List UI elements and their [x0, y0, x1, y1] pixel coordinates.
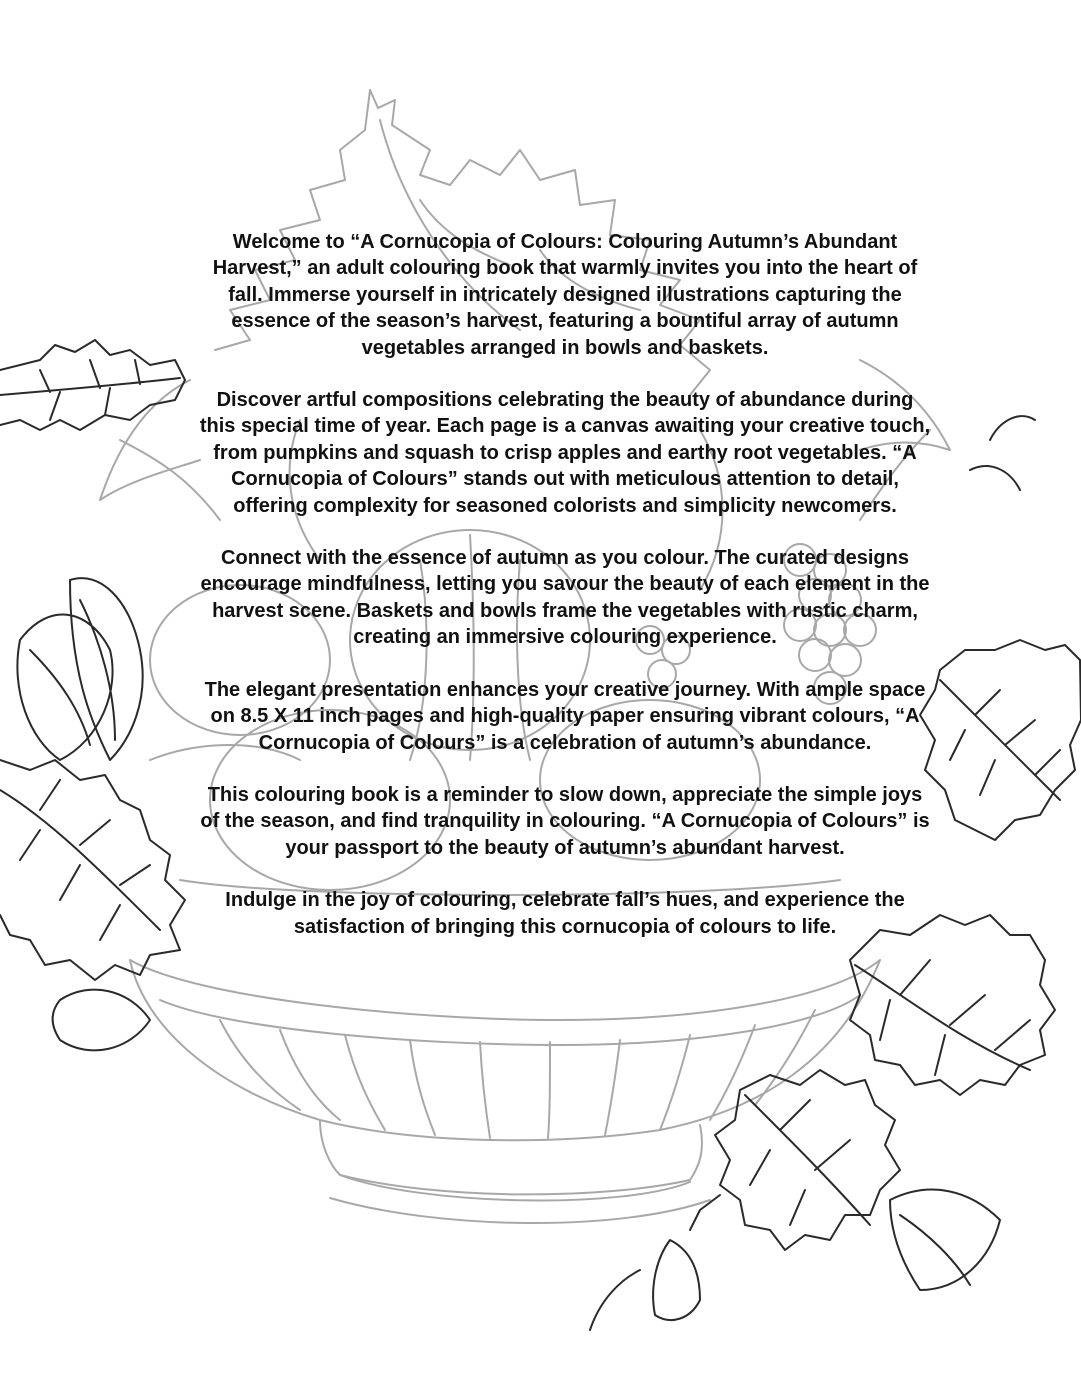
- text-line: this special time of year. Each page is a canvas awaiting your creative touch,: [199, 415, 931, 438]
- paragraph-discover: [150, 387, 980, 519]
- paragraph-welcome: [150, 229, 980, 361]
- text-line: This colouring book is a reminder to slow down, appreciate the simple joys: [207, 783, 923, 806]
- paragraph-presentation: [150, 677, 980, 756]
- paragraph-connect: [150, 545, 980, 651]
- text-line: Harvest,” an adult colouring book that warmly invites you into the heart of: [212, 257, 918, 280]
- text-line: Cornucopia of Colours” is a celebration of autumn’s abundance.: [258, 731, 872, 754]
- text-line: creating an immersive colouring experience.: [353, 626, 777, 649]
- text-line: your passport to the beauty of autumn’s abundant harvest.: [285, 836, 845, 859]
- book-description: [150, 229, 980, 966]
- text-line: from pumpkins and squash to crisp apples and earthy root vegetables. “A: [213, 441, 917, 464]
- text-line: Indulge in the joy of colouring, celebrate fall’s hues, and experience the: [225, 889, 905, 912]
- text-line: The elegant presentation enhances your creative journey. With ample space: [204, 678, 926, 701]
- paragraph-indulge: [150, 887, 980, 940]
- text-line: encourage mindfulness, letting you savour the beauty of each element in the: [200, 573, 930, 596]
- text-line: Cornucopia of Colours” stands out with meticulous attention to detail,: [231, 468, 899, 491]
- text-line: Welcome to “A Cornucopia of Colours: Colouring Autumn’s Abundant: [232, 231, 898, 253]
- text-line: Connect with the essence of autumn as you colour. The curated designs: [221, 547, 909, 570]
- text-line: on 8.5 X 11 inch pages and high-quality paper ensuring vibrant colours, “A: [210, 705, 920, 728]
- text-line: vegetables arranged in bowls and baskets.: [361, 336, 769, 359]
- text-line: harvest scene. Baskets and bowls frame the vegetables with rustic charm,: [212, 599, 918, 622]
- text-line: Discover artful compositions celebrating the beauty of abundance during: [216, 389, 914, 412]
- text-line: satisfaction of bringing this cornucopia of colours to life.: [293, 915, 837, 938]
- text-line: of the season, and find tranquility in colouring. “A Cornucopia of Colours” is: [200, 810, 930, 833]
- text-line: offering complexity for seasoned colorists and simplicity newcomers.: [233, 494, 897, 517]
- text-line: essence of the season’s harvest, featuring a bountiful array of autumn: [231, 310, 899, 333]
- paragraph-reminder: [150, 782, 980, 861]
- text-line: fall. Immerse yourself in intricately designed illustrations capturing the: [228, 283, 902, 306]
